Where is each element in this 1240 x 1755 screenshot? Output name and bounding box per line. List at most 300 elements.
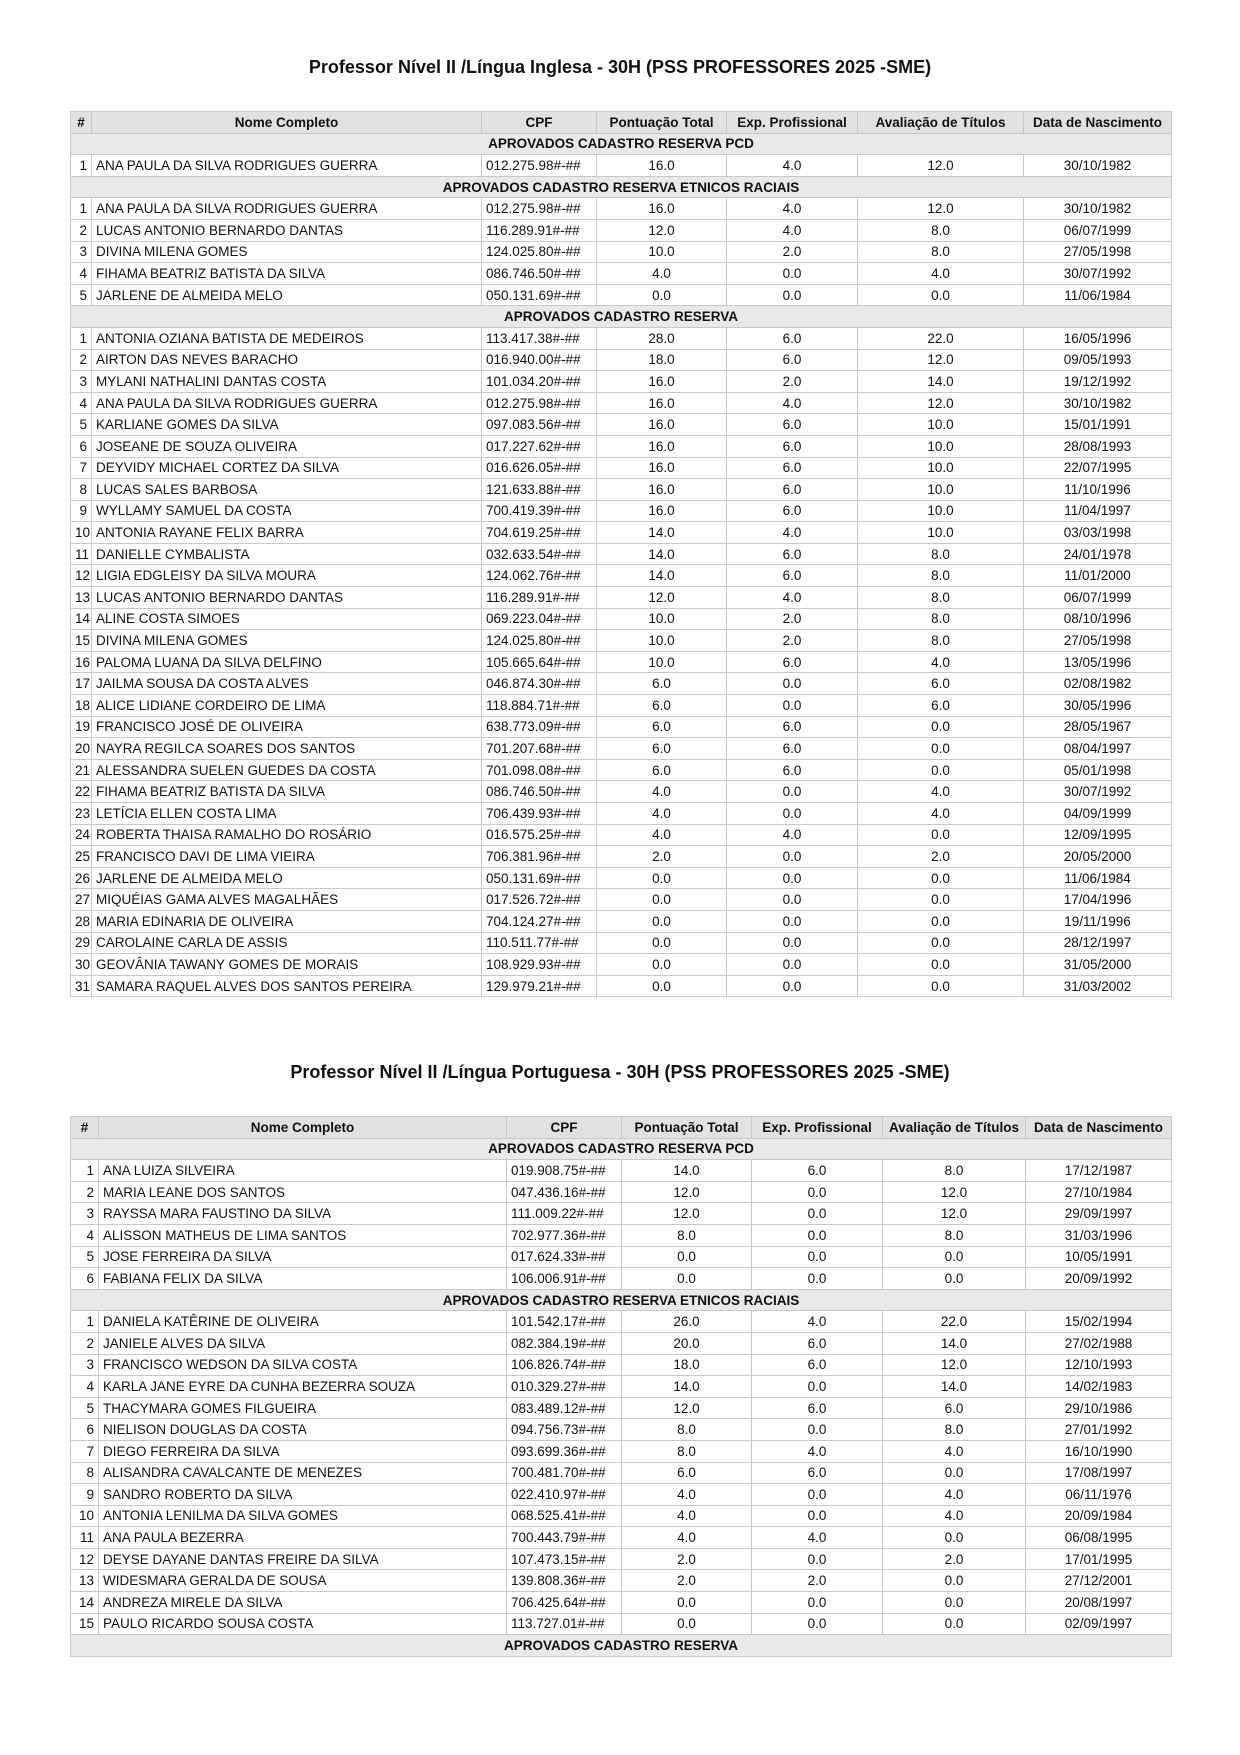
cpf-cell: 129.979.21#-## [482, 975, 597, 997]
cpf-cell: 086.746.50#-## [482, 263, 597, 285]
birthdate-cell: 16/10/1990 [1026, 1440, 1172, 1462]
row-index: 2 [71, 219, 92, 241]
cpf-cell: 069.223.04#-## [482, 608, 597, 630]
candidate-name: DIVINA MILENA GOMES [92, 630, 482, 652]
row-index: 5 [71, 1397, 99, 1419]
experience-cell: 0.0 [727, 803, 858, 825]
total-score-cell: 10.0 [597, 241, 727, 263]
table-row [71, 414, 1172, 436]
titles-cell: 14.0 [858, 371, 1024, 393]
row-index: 24 [71, 824, 92, 846]
row-index: 23 [71, 803, 92, 825]
birthdate-cell: 13/05/1996 [1024, 651, 1172, 673]
total-score-cell: 0.0 [622, 1268, 752, 1290]
group-label: APROVADOS CADASTRO RESERVA PCD [71, 133, 1172, 155]
col-header-birthdate: Data de Nascimento [1026, 1117, 1172, 1139]
titles-cell: 0.0 [883, 1462, 1026, 1484]
candidate-name: FRANCISCO JOSÉ DE OLIVEIRA [92, 716, 482, 738]
cpf-cell: 086.746.50#-## [482, 781, 597, 803]
total-score-cell: 10.0 [597, 651, 727, 673]
total-score-cell: 10.0 [597, 630, 727, 652]
candidate-name: JOSE FERREIRA DA SILVA [99, 1246, 507, 1268]
experience-cell: 2.0 [727, 241, 858, 263]
col-header-name: Nome Completo [99, 1117, 507, 1139]
birthdate-cell: 02/08/1982 [1024, 673, 1172, 695]
total-score-cell: 0.0 [597, 932, 727, 954]
cpf-cell: 017.624.33#-## [507, 1246, 622, 1268]
birthdate-cell: 15/01/1991 [1024, 414, 1172, 436]
row-index: 5 [71, 284, 92, 306]
experience-cell: 6.0 [727, 543, 858, 565]
experience-cell: 0.0 [752, 1484, 883, 1506]
total-score-cell: 2.0 [597, 846, 727, 868]
total-score-cell: 4.0 [597, 781, 727, 803]
titles-cell: 0.0 [858, 759, 1024, 781]
table-row [71, 1246, 1172, 1268]
experience-cell: 0.0 [727, 695, 858, 717]
table-row [71, 522, 1172, 544]
table-row [71, 954, 1172, 976]
row-index: 4 [71, 392, 92, 414]
titles-cell: 0.0 [858, 910, 1024, 932]
experience-cell: 6.0 [727, 479, 858, 501]
group-header-row [71, 133, 1172, 155]
experience-cell: 6.0 [752, 1332, 883, 1354]
table-row [71, 716, 1172, 738]
cpf-cell: 101.034.20#-## [482, 371, 597, 393]
candidate-name: LUCAS ANTONIO BERNARDO DANTAS [92, 587, 482, 609]
experience-cell: 4.0 [752, 1527, 883, 1549]
candidate-name: DIVINA MILENA GOMES [92, 241, 482, 263]
titles-cell: 6.0 [858, 695, 1024, 717]
titles-cell: 10.0 [858, 457, 1024, 479]
candidate-name: JAILMA SOUSA DA COSTA ALVES [92, 673, 482, 695]
cpf-cell: 124.062.76#-## [482, 565, 597, 587]
total-score-cell: 16.0 [597, 414, 727, 436]
candidate-name: KARLIANE GOMES DA SILVA [92, 414, 482, 436]
birthdate-cell: 27/01/1992 [1026, 1419, 1172, 1441]
candidate-name: JARLENE DE ALMEIDA MELO [92, 284, 482, 306]
birthdate-cell: 11/01/2000 [1024, 565, 1172, 587]
birthdate-cell: 28/05/1967 [1024, 716, 1172, 738]
birthdate-cell: 14/02/1983 [1026, 1376, 1172, 1398]
experience-cell: 4.0 [752, 1311, 883, 1333]
group-label: APROVADOS CADASTRO RESERVA ETNICOS RACIAIS [71, 1289, 1172, 1311]
cpf-cell: 082.384.19#-## [507, 1332, 622, 1354]
birthdate-cell: 12/10/1993 [1026, 1354, 1172, 1376]
titles-cell: 2.0 [858, 846, 1024, 868]
table-row [71, 1160, 1172, 1182]
experience-cell: 0.0 [752, 1592, 883, 1614]
total-score-cell: 12.0 [622, 1397, 752, 1419]
cpf-cell: 638.773.09#-## [482, 716, 597, 738]
experience-cell: 0.0 [752, 1419, 883, 1441]
row-index: 1 [71, 155, 92, 177]
titles-cell: 10.0 [858, 435, 1024, 457]
total-score-cell: 4.0 [597, 263, 727, 285]
experience-cell: 6.0 [727, 457, 858, 479]
birthdate-cell: 27/05/1998 [1024, 630, 1172, 652]
candidate-name: ANDREZA MIRELE DA SILVA [99, 1592, 507, 1614]
candidate-name: CAROLAINE CARLA DE ASSIS [92, 932, 482, 954]
experience-cell: 6.0 [727, 414, 858, 436]
cpf-cell: 012.275.98#-## [482, 392, 597, 414]
total-score-cell: 14.0 [597, 522, 727, 544]
titles-cell: 22.0 [883, 1311, 1026, 1333]
candidate-name: ALISANDRA CAVALCANTE DE MENEZES [99, 1462, 507, 1484]
candidate-name: MARIA EDINARIA DE OLIVEIRA [92, 910, 482, 932]
experience-cell: 6.0 [727, 435, 858, 457]
titles-cell: 10.0 [858, 414, 1024, 436]
titles-cell: 8.0 [858, 543, 1024, 565]
titles-cell: 4.0 [883, 1440, 1026, 1462]
experience-cell: 0.0 [727, 781, 858, 803]
row-index: 1 [71, 1160, 99, 1182]
table-row [71, 824, 1172, 846]
titles-cell: 10.0 [858, 479, 1024, 501]
candidate-name: LUCAS SALES BARBOSA [92, 479, 482, 501]
experience-cell: 4.0 [727, 155, 858, 177]
row-index: 1 [71, 198, 92, 220]
total-score-cell: 6.0 [597, 738, 727, 760]
candidate-name: NIELISON DOUGLAS DA COSTA [99, 1419, 507, 1441]
titles-cell: 8.0 [883, 1419, 1026, 1441]
titles-cell: 8.0 [883, 1224, 1026, 1246]
experience-cell: 6.0 [727, 327, 858, 349]
birthdate-cell: 24/01/1978 [1024, 543, 1172, 565]
table-row [71, 392, 1172, 414]
experience-cell: 2.0 [727, 608, 858, 630]
total-score-cell: 0.0 [597, 284, 727, 306]
row-index: 20 [71, 738, 92, 760]
row-index: 6 [71, 435, 92, 457]
titles-cell: 8.0 [858, 219, 1024, 241]
cpf-cell: 022.410.97#-## [507, 1484, 622, 1506]
cpf-cell: 107.473.15#-## [507, 1548, 622, 1570]
row-index: 10 [71, 522, 92, 544]
candidate-name: ANA PAULA BEZERRA [99, 1527, 507, 1549]
table-row [71, 1548, 1172, 1570]
header-row [71, 112, 1172, 134]
total-score-cell: 4.0 [597, 803, 727, 825]
experience-cell: 4.0 [727, 824, 858, 846]
cpf-cell: 113.417.38#-## [482, 327, 597, 349]
table-row [71, 479, 1172, 501]
total-score-cell: 26.0 [622, 1311, 752, 1333]
row-index: 6 [71, 1268, 99, 1290]
titles-cell: 12.0 [883, 1354, 1026, 1376]
birthdate-cell: 30/10/1982 [1024, 198, 1172, 220]
birthdate-cell: 06/07/1999 [1024, 587, 1172, 609]
row-index: 9 [71, 1484, 99, 1506]
cpf-cell: 706.439.93#-## [482, 803, 597, 825]
birthdate-cell: 02/09/1997 [1026, 1613, 1172, 1635]
experience-cell: 0.0 [752, 1268, 883, 1290]
row-index: 4 [71, 1224, 99, 1246]
titles-cell: 14.0 [883, 1376, 1026, 1398]
group-header-row [71, 1289, 1172, 1311]
table-row [71, 371, 1172, 393]
row-index: 11 [71, 1527, 99, 1549]
candidate-name: ANTONIA LENILMA DA SILVA GOMES [99, 1505, 507, 1527]
table-row [71, 241, 1172, 263]
experience-cell: 0.0 [727, 284, 858, 306]
cpf-cell: 105.665.64#-## [482, 651, 597, 673]
table-row [71, 1203, 1172, 1225]
candidate-name: ANA LUIZA SILVEIRA [99, 1160, 507, 1182]
candidate-name: JOSEANE DE SOUZA OLIVEIRA [92, 435, 482, 457]
experience-cell: 6.0 [752, 1462, 883, 1484]
birthdate-cell: 29/09/1997 [1026, 1203, 1172, 1225]
total-score-cell: 10.0 [597, 608, 727, 630]
birthdate-cell: 06/08/1995 [1026, 1527, 1172, 1549]
row-index: 15 [71, 1613, 99, 1635]
row-index: 6 [71, 1419, 99, 1441]
candidate-name: ALESSANDRA SUELEN GUEDES DA COSTA [92, 759, 482, 781]
total-score-cell: 16.0 [597, 479, 727, 501]
candidate-name: ANA PAULA DA SILVA RODRIGUES GUERRA [92, 155, 482, 177]
titles-cell: 12.0 [858, 198, 1024, 220]
table-row [71, 975, 1172, 997]
table-row [71, 435, 1172, 457]
candidate-name: WYLLAMY SAMUEL DA COSTA [92, 500, 482, 522]
titles-cell: 8.0 [858, 608, 1024, 630]
cpf-cell: 139.808.36#-## [507, 1570, 622, 1592]
birthdate-cell: 11/04/1997 [1024, 500, 1172, 522]
candidate-name: MIQUÉIAS GAMA ALVES MAGALHÃES [92, 889, 482, 911]
total-score-cell: 12.0 [597, 587, 727, 609]
table-row [71, 1484, 1172, 1506]
group-header-row [71, 1635, 1172, 1657]
row-index: 13 [71, 587, 92, 609]
cpf-cell: 116.289.91#-## [482, 219, 597, 241]
total-score-cell: 0.0 [597, 975, 727, 997]
candidate-name: RAYSSA MARA FAUSTINO DA SILVA [99, 1203, 507, 1225]
cpf-cell: 106.006.91#-## [507, 1268, 622, 1290]
table-row [71, 263, 1172, 285]
col-header-birthdate: Data de Nascimento [1024, 112, 1172, 134]
cpf-cell: 113.727.01#-## [507, 1613, 622, 1635]
birthdate-cell: 09/05/1993 [1024, 349, 1172, 371]
table-row [71, 1354, 1172, 1376]
table-row [71, 198, 1172, 220]
candidate-name: FRANCISCO WEDSON DA SILVA COSTA [99, 1354, 507, 1376]
table-row [71, 867, 1172, 889]
birthdate-cell: 28/08/1993 [1024, 435, 1172, 457]
birthdate-cell: 30/10/1982 [1024, 392, 1172, 414]
titles-cell: 10.0 [858, 500, 1024, 522]
candidate-name: DIEGO FERREIRA DA SILVA [99, 1440, 507, 1462]
experience-cell: 0.0 [727, 932, 858, 954]
candidate-name: ANA PAULA DA SILVA RODRIGUES GUERRA [92, 198, 482, 220]
birthdate-cell: 10/05/1991 [1026, 1246, 1172, 1268]
total-score-cell: 12.0 [597, 219, 727, 241]
total-score-cell: 8.0 [622, 1224, 752, 1246]
titles-cell: 2.0 [883, 1548, 1026, 1570]
total-score-cell: 0.0 [622, 1592, 752, 1614]
birthdate-cell: 08/10/1996 [1024, 608, 1172, 630]
total-score-cell: 0.0 [622, 1246, 752, 1268]
row-index: 10 [71, 1505, 99, 1527]
candidate-name: ALICE LIDIANE CORDEIRO DE LIMA [92, 695, 482, 717]
experience-cell: 6.0 [727, 565, 858, 587]
row-index: 8 [71, 479, 92, 501]
row-index: 12 [71, 565, 92, 587]
table-row [71, 630, 1172, 652]
candidate-name: FIHAMA BEATRIZ BATISTA DA SILVA [92, 781, 482, 803]
cpf-cell: 016.626.05#-## [482, 457, 597, 479]
total-score-cell: 16.0 [597, 198, 727, 220]
row-index: 27 [71, 889, 92, 911]
titles-cell: 4.0 [883, 1484, 1026, 1506]
titles-cell: 0.0 [858, 716, 1024, 738]
table-row [71, 284, 1172, 306]
section-title: Professor Nível II /Língua Portuguesa - 30H (PSS PROFESSORES 2025 -SME) [290, 1062, 950, 1082]
experience-cell: 0.0 [727, 867, 858, 889]
birthdate-cell: 11/10/1996 [1024, 479, 1172, 501]
birthdate-cell: 31/05/2000 [1024, 954, 1172, 976]
table-row [71, 803, 1172, 825]
table-row [71, 910, 1172, 932]
row-index: 28 [71, 910, 92, 932]
table-row [71, 327, 1172, 349]
section-title: Professor Nível II /Língua Inglesa - 30H (PSS PROFESSORES 2025 -SME) [308, 57, 932, 77]
birthdate-cell: 30/07/1992 [1024, 781, 1172, 803]
col-header-titles: Avaliação de Títulos [883, 1117, 1026, 1139]
cpf-cell: 701.098.08#-## [482, 759, 597, 781]
experience-cell: 0.0 [727, 954, 858, 976]
cpf-cell: 068.525.41#-## [507, 1505, 622, 1527]
row-index: 4 [71, 1376, 99, 1398]
birthdate-cell: 28/12/1997 [1024, 932, 1172, 954]
row-index: 17 [71, 673, 92, 695]
table-row [71, 565, 1172, 587]
birthdate-cell: 27/12/2001 [1026, 1570, 1172, 1592]
cpf-cell: 700.481.70#-## [507, 1462, 622, 1484]
experience-cell: 0.0 [752, 1224, 883, 1246]
birthdate-cell: 30/07/1992 [1024, 263, 1172, 285]
group-label: APROVADOS CADASTRO RESERVA ETNICOS RACIAIS [71, 176, 1172, 198]
total-score-cell: 4.0 [622, 1505, 752, 1527]
titles-cell: 0.0 [883, 1570, 1026, 1592]
candidate-name: LETÍCIA ELLEN COSTA LIMA [92, 803, 482, 825]
table-row [71, 738, 1172, 760]
experience-cell: 6.0 [727, 651, 858, 673]
row-index: 11 [71, 543, 92, 565]
birthdate-cell: 05/01/1998 [1024, 759, 1172, 781]
cpf-cell: 106.826.74#-## [507, 1354, 622, 1376]
birthdate-cell: 12/09/1995 [1024, 824, 1172, 846]
experience-cell: 0.0 [752, 1505, 883, 1527]
cpf-cell: 706.381.96#-## [482, 846, 597, 868]
total-score-cell: 20.0 [622, 1332, 752, 1354]
col-header-index: # [71, 112, 92, 134]
cpf-cell: 701.207.68#-## [482, 738, 597, 760]
col-header-index: # [71, 1117, 99, 1139]
titles-cell: 4.0 [883, 1505, 1026, 1527]
total-score-cell: 8.0 [622, 1419, 752, 1441]
experience-cell: 6.0 [752, 1397, 883, 1419]
row-index: 7 [71, 457, 92, 479]
experience-cell: 4.0 [727, 522, 858, 544]
total-score-cell: 14.0 [622, 1376, 752, 1398]
row-index: 5 [71, 414, 92, 436]
cpf-cell: 118.884.71#-## [482, 695, 597, 717]
table-row [71, 1181, 1172, 1203]
birthdate-cell: 31/03/2002 [1024, 975, 1172, 997]
col-header-total: Pontuação Total [597, 112, 727, 134]
candidate-name: ROBERTA THAISA RAMALHO DO ROSÁRIO [92, 824, 482, 846]
birthdate-cell: 31/03/1996 [1026, 1224, 1172, 1246]
experience-cell: 4.0 [727, 587, 858, 609]
titles-cell: 8.0 [858, 565, 1024, 587]
titles-cell: 0.0 [883, 1527, 1026, 1549]
birthdate-cell: 06/11/1976 [1026, 1484, 1172, 1506]
total-score-cell: 0.0 [597, 889, 727, 911]
row-index: 14 [71, 608, 92, 630]
birthdate-cell: 29/10/1986 [1026, 1397, 1172, 1419]
table-row [71, 500, 1172, 522]
row-index: 1 [71, 327, 92, 349]
header-row [71, 1117, 1172, 1139]
table-row [71, 1224, 1172, 1246]
cpf-cell: 016.575.25#-## [482, 824, 597, 846]
table-row [71, 1527, 1172, 1549]
cpf-cell: 016.940.00#-## [482, 349, 597, 371]
total-score-cell: 0.0 [597, 867, 727, 889]
group-header-row [71, 306, 1172, 328]
total-score-cell: 2.0 [622, 1548, 752, 1570]
table-row [71, 932, 1172, 954]
row-index: 12 [71, 1548, 99, 1570]
birthdate-cell: 04/09/1999 [1024, 803, 1172, 825]
titles-cell: 0.0 [858, 975, 1024, 997]
total-score-cell: 6.0 [597, 716, 727, 738]
titles-cell: 8.0 [883, 1160, 1026, 1182]
group-label: APROVADOS CADASTRO RESERVA [71, 306, 1172, 328]
col-header-experience: Exp. Profissional [752, 1117, 883, 1139]
row-index: 2 [71, 1332, 99, 1354]
group-label: APROVADOS CADASTRO RESERVA [71, 1635, 1172, 1657]
birthdate-cell: 20/05/2000 [1024, 846, 1172, 868]
total-score-cell: 28.0 [597, 327, 727, 349]
titles-cell: 12.0 [858, 349, 1024, 371]
titles-cell: 0.0 [883, 1613, 1026, 1635]
cpf-cell: 101.542.17#-## [507, 1311, 622, 1333]
candidate-name: GEOVÂNIA TAWANY GOMES DE MORAIS [92, 954, 482, 976]
experience-cell: 2.0 [727, 630, 858, 652]
cpf-cell: 017.526.72#-## [482, 889, 597, 911]
candidate-name: JANIELE ALVES DA SILVA [99, 1332, 507, 1354]
experience-cell: 6.0 [727, 716, 858, 738]
birthdate-cell: 19/11/1996 [1024, 910, 1172, 932]
cpf-cell: 093.699.36#-## [507, 1440, 622, 1462]
row-index: 15 [71, 630, 92, 652]
birthdate-cell: 06/07/1999 [1024, 219, 1172, 241]
cpf-cell: 121.633.88#-## [482, 479, 597, 501]
candidate-name: SANDRO ROBERTO DA SILVA [99, 1484, 507, 1506]
cpf-cell: 017.227.62#-## [482, 435, 597, 457]
experience-cell: 4.0 [727, 219, 858, 241]
row-index: 3 [71, 1203, 99, 1225]
birthdate-cell: 17/01/1995 [1026, 1548, 1172, 1570]
total-score-cell: 4.0 [622, 1484, 752, 1506]
row-index: 3 [71, 241, 92, 263]
experience-cell: 4.0 [727, 392, 858, 414]
cpf-cell: 012.275.98#-## [482, 155, 597, 177]
titles-cell: 4.0 [858, 781, 1024, 803]
experience-cell: 0.0 [752, 1548, 883, 1570]
